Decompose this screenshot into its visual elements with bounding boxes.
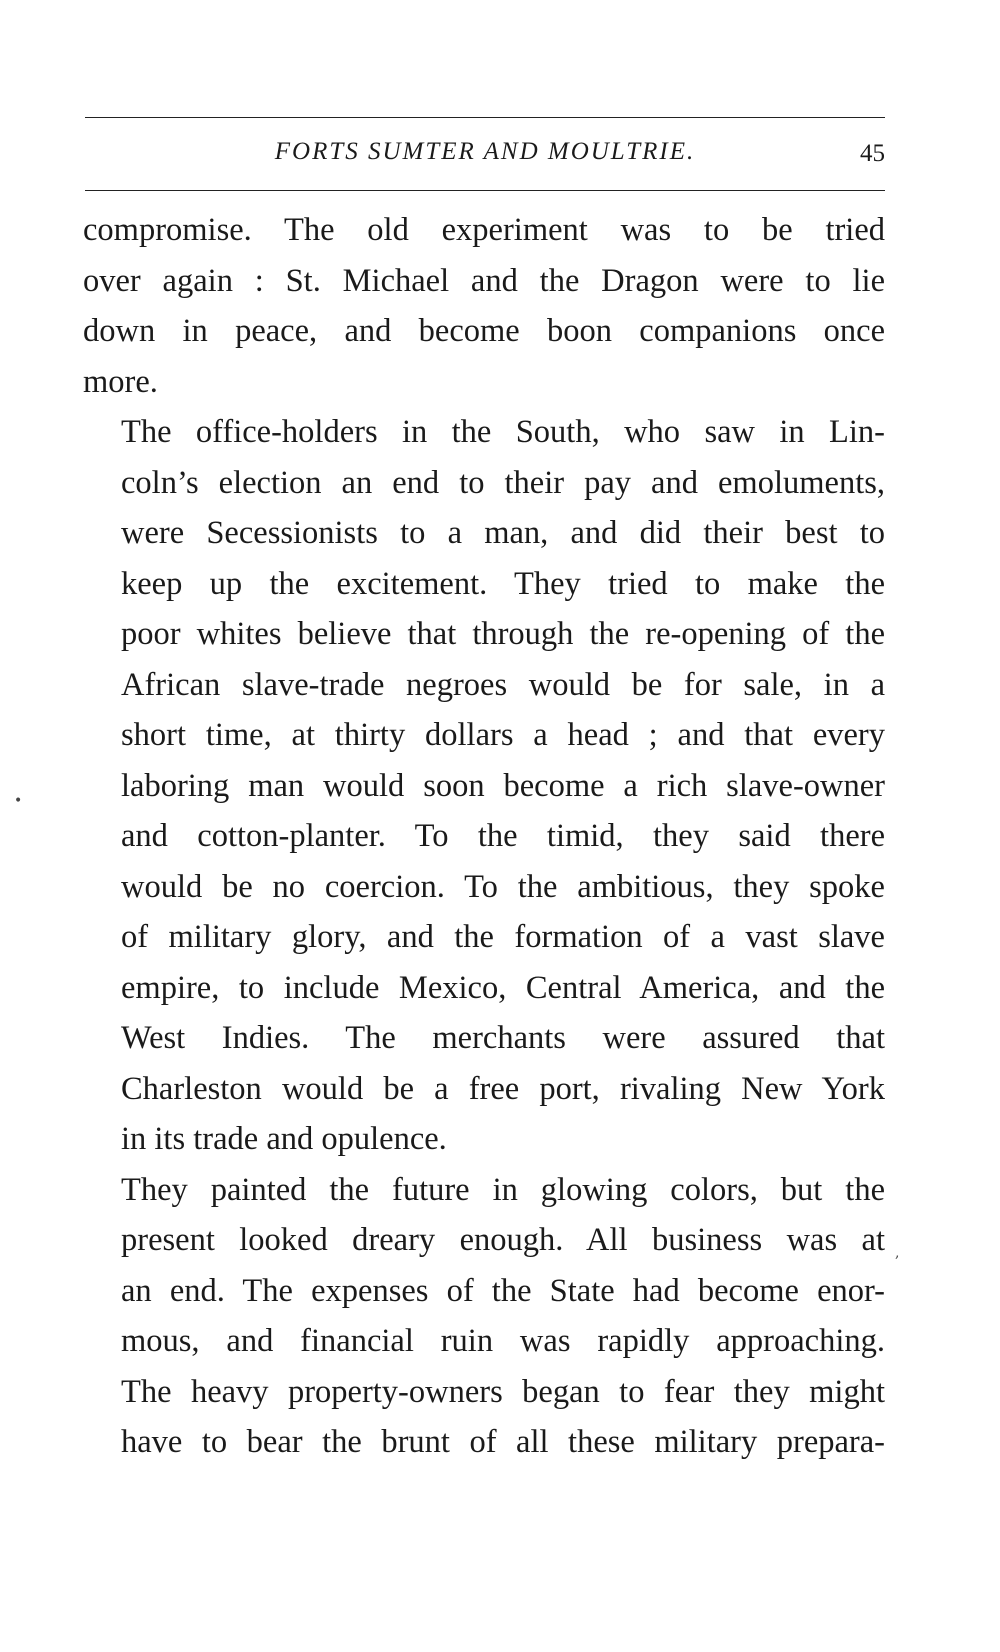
text-line: coln’s election an end to their pay and emoluments, — [121, 464, 885, 501]
text-line: compromise. The old experiment was to be tried — [83, 212, 885, 248]
text-line: West Indies. The merchants were assured that — [121, 1020, 885, 1056]
text-line: of military glory, and the formation of a vast slave — [121, 919, 885, 955]
text-line: short time, at thirty dollars a head ; and that every — [121, 717, 885, 753]
text-line: poor whites believe that through the re-opening of the — [121, 616, 885, 652]
header-top-rule — [85, 117, 885, 118]
text-line: laboring man would soon become a rich slave-owner — [121, 767, 885, 804]
text-line: an end. The expenses of the State had become enor- — [121, 1272, 885, 1309]
paragraph-1 — [83, 205, 885, 407]
text-line: African slave-trade negroes would be for sale, in a — [121, 666, 885, 703]
text-line: The office-holders in the South, who saw in Lin- — [121, 414, 885, 450]
paragraph-3 — [83, 1165, 885, 1468]
running-title: FORTS SUMTER AND MOULTRIE. — [274, 138, 696, 165]
text-line: keep up the excitement. They tried to make the — [121, 565, 885, 602]
text-line: in its trade and opulence. — [121, 1121, 447, 1157]
margin-speck: • — [14, 793, 23, 809]
text-line: Charleston would be a free port, rivaling New York — [121, 1070, 885, 1107]
text-line: have to bear the brunt of all these military prepara- — [121, 1424, 885, 1460]
text-line: down in peace, and become boon companions once — [83, 313, 885, 349]
text-line: and cotton-planter. To the timid, they said there — [121, 818, 885, 854]
text-line: were Secessionists to a man, and did their best to — [121, 515, 885, 551]
text-line: present looked dreary enough. All business was at — [121, 1222, 885, 1258]
text-line: They painted the future in glowing colors, but the — [121, 1171, 885, 1208]
text-line: mous, and financial ruin was rapidly approaching. — [121, 1323, 885, 1359]
text-line: would be no coercion. To the ambitious, they spoke — [121, 868, 885, 905]
body-text — [83, 205, 885, 1468]
page-number: 45 — [860, 140, 885, 167]
text-line: over again : St. Michael and the Dragon were to lie — [83, 262, 885, 299]
running-head — [85, 130, 885, 178]
text-line: more. — [83, 363, 158, 400]
text-line: The heavy property-owners began to fear they might — [121, 1373, 885, 1410]
margin-speck: , — [895, 1245, 900, 1261]
text-line: empire, to include Mexico, Central America, and the — [121, 969, 885, 1006]
header-bottom-rule — [85, 190, 885, 191]
paragraph-2 — [83, 407, 885, 1165]
